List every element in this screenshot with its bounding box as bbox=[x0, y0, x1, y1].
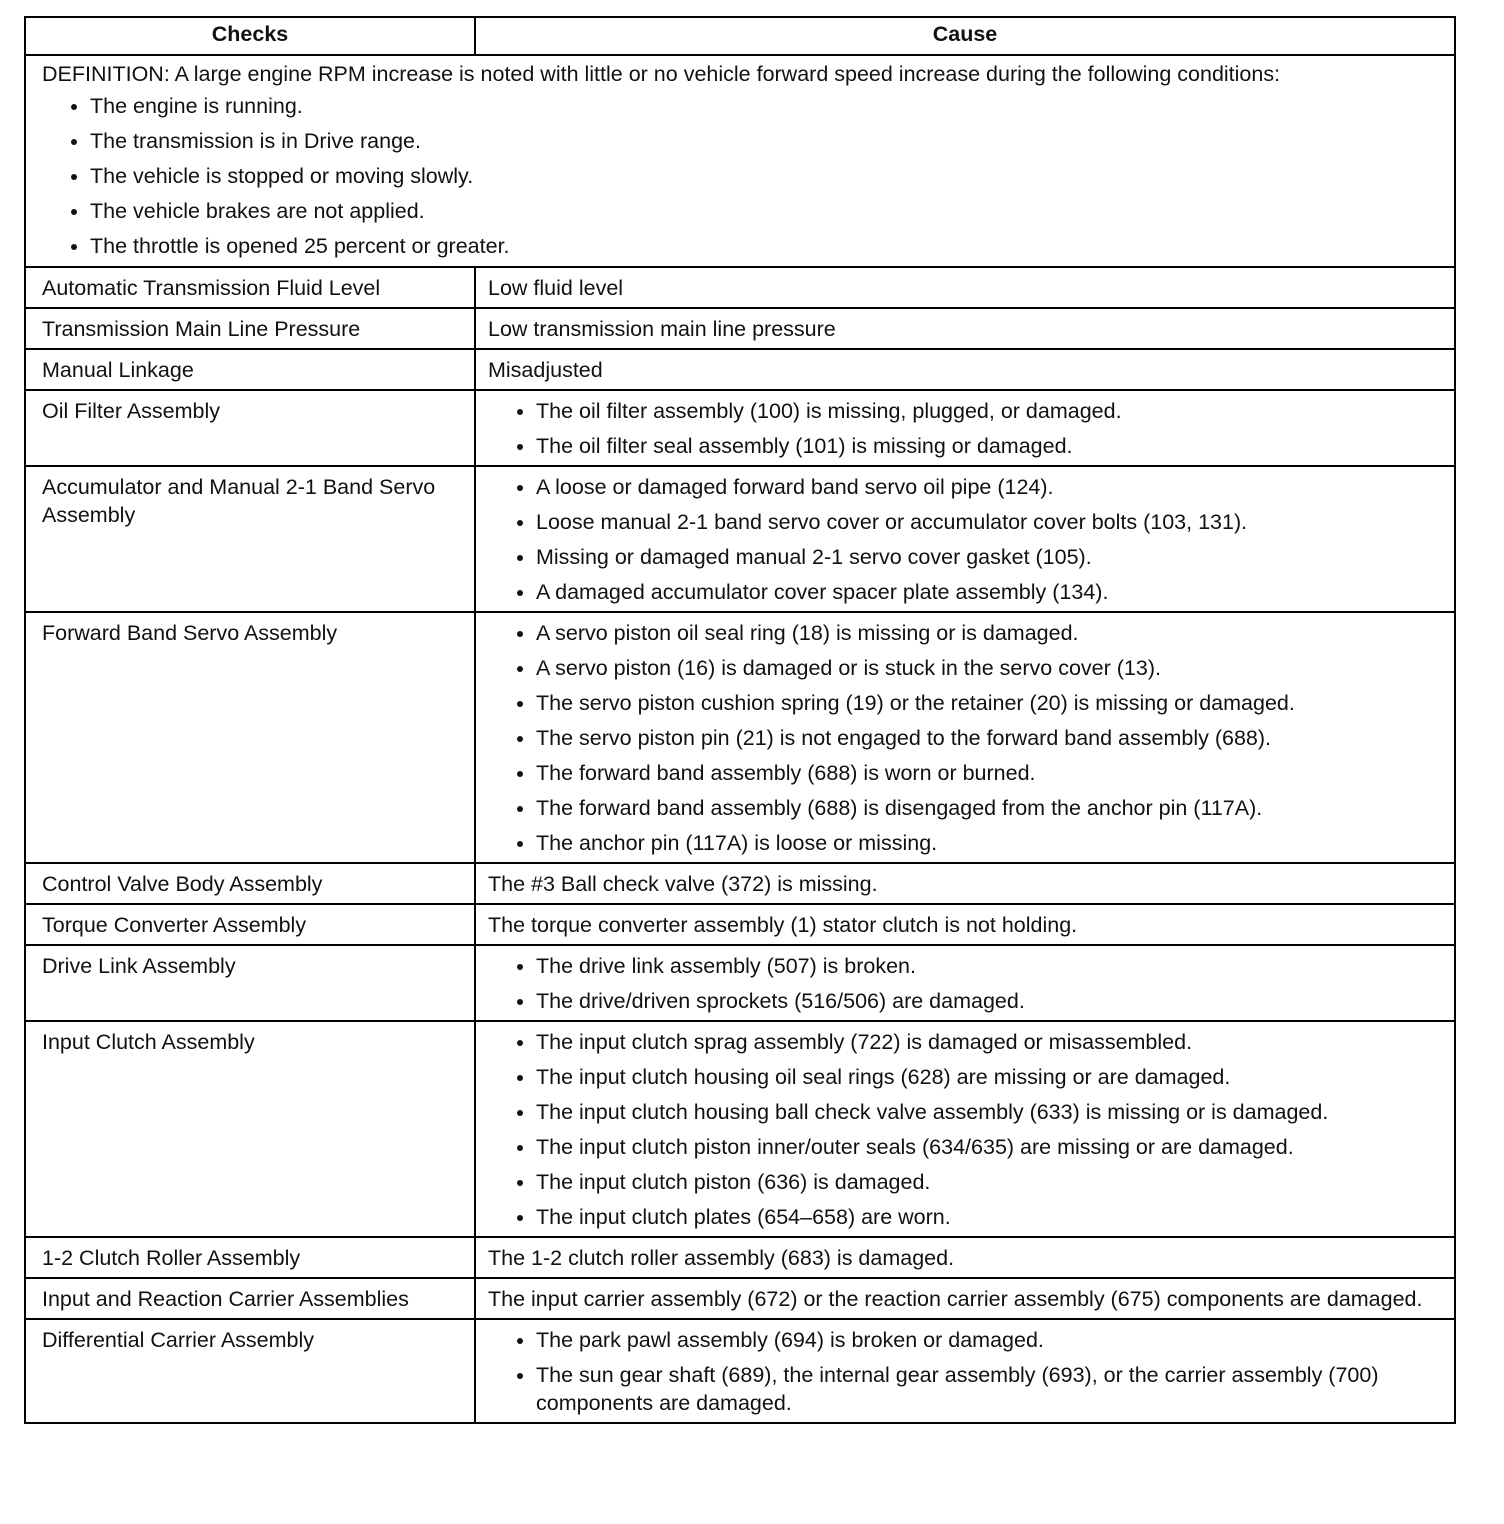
check-cell: Automatic Transmission Fluid Level bbox=[25, 267, 475, 308]
check-cell: Input Clutch Assembly bbox=[25, 1021, 475, 1237]
cause-item: • The drive/driven sprockets (516/506) are damaged. bbox=[536, 987, 1446, 1015]
checks-header: Checks bbox=[25, 17, 475, 55]
table-row bbox=[25, 612, 1455, 863]
cause-cell bbox=[475, 945, 1455, 1021]
cause-item: • The oil filter seal assembly (101) is missing or damaged. bbox=[536, 432, 1446, 460]
diagnosis-table bbox=[24, 16, 1456, 1424]
cause-item: • The input clutch plates (654–658) are worn. bbox=[536, 1203, 1446, 1231]
cause-item: • The input clutch sprag assembly (722) is damaged or misassembled. bbox=[536, 1028, 1446, 1056]
condition-item: • The vehicle is stopped or moving slowly. bbox=[90, 162, 1438, 190]
condition-item: • The transmission is in Drive range. bbox=[90, 127, 1438, 155]
cause-cell bbox=[475, 612, 1455, 863]
cause-cell bbox=[475, 390, 1455, 466]
cause-cell bbox=[475, 466, 1455, 612]
table-row bbox=[25, 308, 1455, 349]
cause-item: • A servo piston (16) is damaged or is stuck in the servo cover (13). bbox=[536, 654, 1446, 682]
check-cell: Torque Converter Assembly bbox=[25, 904, 475, 945]
table-row bbox=[25, 390, 1455, 466]
cause-item: • The drive link assembly (507) is broken. bbox=[536, 952, 1446, 980]
cause-list bbox=[488, 397, 1446, 460]
cause-cell: The input carrier assembly (672) or the reaction carrier assembly (675) components are damaged. bbox=[475, 1278, 1455, 1319]
cause-cell: The torque converter assembly (1) stator clutch is not holding. bbox=[475, 904, 1455, 945]
cause-cell: Low transmission main line pressure bbox=[475, 308, 1455, 349]
condition-item: • The engine is running. bbox=[90, 92, 1438, 120]
definition-conditions bbox=[42, 92, 1438, 260]
check-cell: Manual Linkage bbox=[25, 349, 475, 390]
cause-list bbox=[488, 619, 1446, 857]
cause-item: • The anchor pin (117A) is loose or missing. bbox=[536, 829, 1446, 857]
cause-list bbox=[488, 1028, 1446, 1231]
cause-header: Cause bbox=[475, 17, 1455, 55]
definition-cell bbox=[25, 55, 1455, 267]
cause-item: • The sun gear shaft (689), the internal gear assembly (693), or the carrier assembly (700) components are damaged. bbox=[536, 1361, 1446, 1417]
table-row bbox=[25, 1021, 1455, 1237]
table-row bbox=[25, 945, 1455, 1021]
table-row bbox=[25, 349, 1455, 390]
cause-item: • The input clutch housing ball check valve assembly (633) is missing or is damaged. bbox=[536, 1098, 1446, 1126]
condition-item: • The throttle is opened 25 percent or greater. bbox=[90, 232, 1438, 260]
check-cell: Oil Filter Assembly bbox=[25, 390, 475, 466]
check-cell: Input and Reaction Carrier Assemblies bbox=[25, 1278, 475, 1319]
definition-row bbox=[25, 55, 1455, 267]
cause-item: • A servo piston oil seal ring (18) is missing or is damaged. bbox=[536, 619, 1446, 647]
check-cell: Drive Link Assembly bbox=[25, 945, 475, 1021]
header-row bbox=[25, 17, 1455, 55]
cause-item: • The input clutch piston (636) is damaged. bbox=[536, 1168, 1446, 1196]
check-cell: Control Valve Body Assembly bbox=[25, 863, 475, 904]
table-row bbox=[25, 466, 1455, 612]
cause-item: • The forward band assembly (688) is worn or burned. bbox=[536, 759, 1446, 787]
condition-item: • The vehicle brakes are not applied. bbox=[90, 197, 1438, 225]
cause-item: • The input clutch housing oil seal rings (628) are missing or are damaged. bbox=[536, 1063, 1446, 1091]
cause-item: • Missing or damaged manual 2-1 servo cover gasket (105). bbox=[536, 543, 1446, 571]
cause-item: • The servo piston cushion spring (19) or the retainer (20) is missing or damaged. bbox=[536, 689, 1446, 717]
cause-list bbox=[488, 473, 1446, 606]
table-row bbox=[25, 904, 1455, 945]
cause-cell: Misadjusted bbox=[475, 349, 1455, 390]
cause-item: • A loose or damaged forward band servo oil pipe (124). bbox=[536, 473, 1446, 501]
cause-list bbox=[488, 952, 1446, 1015]
cause-item: • A damaged accumulator cover spacer plate assembly (134). bbox=[536, 578, 1446, 606]
cause-item: • The park pawl assembly (694) is broken or damaged. bbox=[536, 1326, 1446, 1354]
cause-cell: Low fluid level bbox=[475, 267, 1455, 308]
cause-item: • The servo piston pin (21) is not engaged to the forward band assembly (688). bbox=[536, 724, 1446, 752]
table-row bbox=[25, 1237, 1455, 1278]
cause-cell bbox=[475, 1319, 1455, 1423]
cause-item: • The input clutch piston inner/outer seals (634/635) are missing or are damaged. bbox=[536, 1133, 1446, 1161]
check-cell: Accumulator and Manual 2-1 Band Servo Assembly bbox=[25, 466, 475, 612]
cause-item: • The oil filter assembly (100) is missing, plugged, or damaged. bbox=[536, 397, 1446, 425]
cause-cell bbox=[475, 1021, 1455, 1237]
definition-text: DEFINITION: A large engine RPM increase is noted with little or no vehicle forward speed increase during the following conditions: bbox=[42, 62, 1281, 86]
cause-cell: The #3 Ball check valve (372) is missing. bbox=[475, 863, 1455, 904]
table-row bbox=[25, 1319, 1455, 1423]
cause-list bbox=[488, 1326, 1446, 1417]
cause-cell: The 1-2 clutch roller assembly (683) is damaged. bbox=[475, 1237, 1455, 1278]
table-row bbox=[25, 863, 1455, 904]
check-cell: Forward Band Servo Assembly bbox=[25, 612, 475, 863]
check-cell: 1-2 Clutch Roller Assembly bbox=[25, 1237, 475, 1278]
table-row bbox=[25, 1278, 1455, 1319]
diagnosis-document bbox=[24, 16, 1456, 1424]
cause-item: • Loose manual 2-1 band servo cover or accumulator cover bolts (103, 131). bbox=[536, 508, 1446, 536]
check-cell: Differential Carrier Assembly bbox=[25, 1319, 475, 1423]
table-row bbox=[25, 267, 1455, 308]
check-cell: Transmission Main Line Pressure bbox=[25, 308, 475, 349]
cause-item: • The forward band assembly (688) is disengaged from the anchor pin (117A). bbox=[536, 794, 1446, 822]
